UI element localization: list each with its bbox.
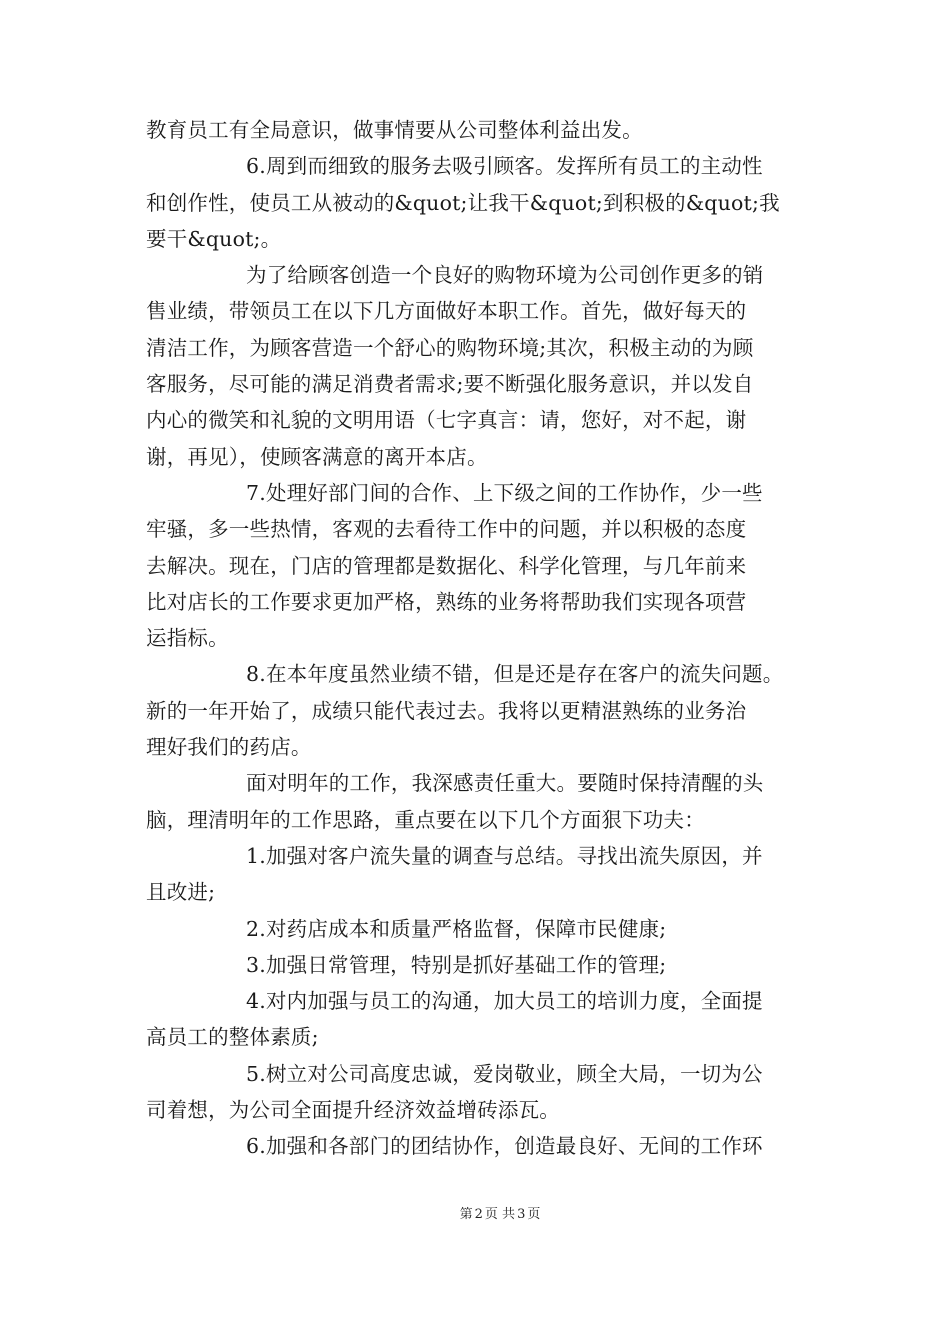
text-line: 1.加强对客户流失量的调查与总结。寻找出流失原因，并	[246, 843, 763, 868]
footer-middle: 页 共	[484, 1207, 516, 1222]
text-line: 新的一年开始了，成绩只能代表过去。我将以更精湛熟练的业务治	[146, 698, 747, 723]
text-line: 理好我们的药店。	[146, 735, 312, 760]
text-line: 运指标。	[146, 626, 229, 651]
text-line: 7.处理好部门间的合作、上下级之间的工作协作，少一些	[246, 480, 763, 505]
text-line: 6.加强和各部门的团结协作，创造最良好、无间的工作环	[246, 1134, 763, 1159]
text-line: 客服务，尽可能的满足消费者需求;要不断强化服务意识，并以发自	[146, 372, 754, 397]
text-line: 去解决。现在，门店的管理都是数据化、科学化管理，与几年前来	[146, 553, 747, 578]
text-line: 要干&quot;。	[146, 226, 282, 251]
text-line: 3.加强日常管理，特别是抓好基础工作的管理;	[246, 952, 667, 977]
text-line: 6.周到而细致的服务去吸引顾客。发挥所有员工的主动性	[246, 154, 763, 179]
text-line: 面对明年的工作，我深感责任重大。要随时保持清醒的头	[246, 771, 764, 796]
text-line: 内心的微笑和礼貌的文明用语（七字真言：请，您好，对不起，谢	[146, 408, 747, 433]
document-body	[146, 112, 806, 1165]
text-line: 8.在本年度虽然业绩不错，但是还是存在客户的流失问题。	[246, 662, 784, 687]
text-line: 为了给顾客创造一个良好的购物环境为公司创作更多的销	[246, 263, 764, 288]
text-line: 且改进;	[146, 880, 216, 905]
text-line: 清洁工作，为顾客营造一个舒心的购物环境;其次，积极主动的为顾	[146, 335, 754, 360]
text-line: 5.树立对公司高度忠诚，爱岗敬业，顾全大局，一切为公	[246, 1061, 763, 1086]
text-line: 高员工的整体素质;	[146, 1025, 319, 1050]
footer-prefix: 第	[459, 1207, 473, 1222]
page-footer	[0, 1203, 950, 1222]
text-line: 牢骚，多一些热情，客观的去看待工作中的问题，并以积极的态度	[146, 517, 747, 542]
footer-suffix: 页	[527, 1207, 541, 1222]
footer-current-page: 2	[474, 1207, 483, 1222]
text-line: 2.对药店成本和质量严格监督，保障市民健康;	[246, 916, 667, 941]
text-line: 和创作性，使员工从被动的&quot;让我干&quot;到积极的&quot;我	[146, 190, 780, 215]
footer-total-pages: 3	[517, 1207, 526, 1222]
text-line: 脑，理清明年的工作思路，重点要在以下几个方面狠下功夫：	[146, 807, 705, 832]
text-line: 售业绩，带领员工在以下几方面做好本职工作。首先，做好每天的	[146, 299, 747, 324]
text-line: 司着想，为公司全面提升经济效益增砖添瓦。	[146, 1098, 560, 1123]
text-line: 比对店长的工作要求更加严格，熟练的业务将帮助我们实现各项营	[146, 589, 747, 614]
text-line: 谢，再见），使顾客满意的离开本店。	[146, 444, 488, 469]
text-line: 教育员工有全局意识，做事情要从公司整体利益出发。	[146, 118, 643, 142]
text-line: 4.对内加强与员工的沟通，加大员工的培训力度，全面提	[246, 989, 763, 1014]
